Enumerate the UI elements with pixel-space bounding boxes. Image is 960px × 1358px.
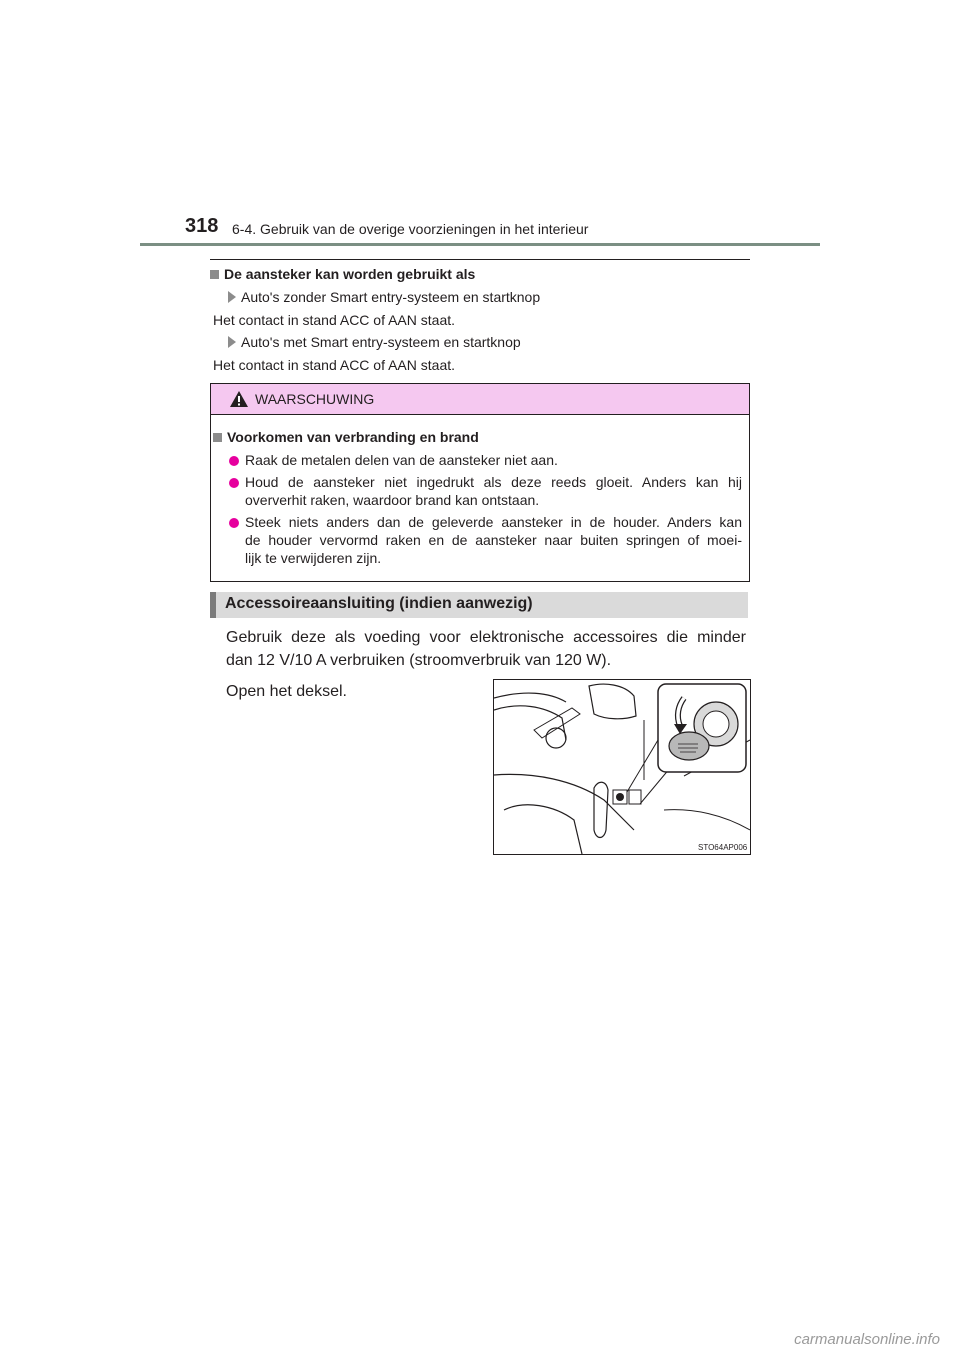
warning-bullet-3-line-1: Steek niets anders dan de geleverde aansteker in de houder. Anders kan [245,514,742,530]
warning-title: WAARSCHUWING [255,391,375,407]
usage-item-1-text: Het contact in stand ACC of AAN staat. [213,312,456,328]
bullet-icon [229,478,239,488]
warning-bullet-3-line-2: de houder vervormd raken en de aansteker naar buiten springen of moei- [245,532,742,548]
bullet-icon [229,518,239,528]
warning-bullet-2-line-1: Houd de aansteker niet ingedrukt als deze reeds gloeit. Anders kan hij [245,474,742,490]
accessory-section-title: Accessoireaansluiting (indien aanwezig) [225,595,533,612]
warning-bullet-1: Raak de metalen delen van de aansteker niet aan. [245,452,558,468]
warning-box [210,383,750,582]
usage-item-1-title: Auto's zonder Smart entry-systeem en startknop [228,289,540,305]
usage-item-2-text: Het contact in stand ACC of AAN staat. [213,357,456,373]
figure-code: STO64AP006 [698,843,748,852]
warning-triangle-icon [229,390,249,408]
usage-item-2-title: Auto's met Smart entry-systeem en startknop [228,334,521,350]
dashboard-illustration [494,680,750,854]
square-bullet-icon [210,270,219,279]
section-divider [210,259,750,260]
chapter-title: 6-4. Gebruik van de overige voorzieningen in het interieur [232,221,589,237]
warning-subheading: Voorkomen van verbranding en brand [213,429,479,445]
page-number: 318 [185,215,219,237]
triangle-arrow-icon [228,291,236,303]
usage-heading: De aansteker kan worden gebruikt als [210,266,475,282]
site-watermark: carmanualsonline.info [794,1331,940,1348]
accessory-socket-illustration [493,679,751,855]
triangle-arrow-icon [228,336,236,348]
accessory-step-1: Open het deksel. [226,683,347,700]
warning-bullet-2-line-2: oververhit raken, waardoor brand kan ontstaan. [245,492,540,508]
accessory-paragraph-line-1: Gebruik deze als voeding voor elektronische accessoires die minder [226,629,746,646]
warning-header [211,384,749,415]
header-divider [140,243,820,246]
section-accent-bar [210,592,216,618]
warning-bullet-3-line-3: lijk te verwijderen zijn. [245,550,382,566]
bullet-icon [229,456,239,466]
accessory-paragraph-line-2: dan 12 V/10 A verbruiken (stroomverbruik van 120 W). [226,652,612,669]
square-bullet-icon [213,433,222,442]
accessory-section-header [210,592,748,618]
